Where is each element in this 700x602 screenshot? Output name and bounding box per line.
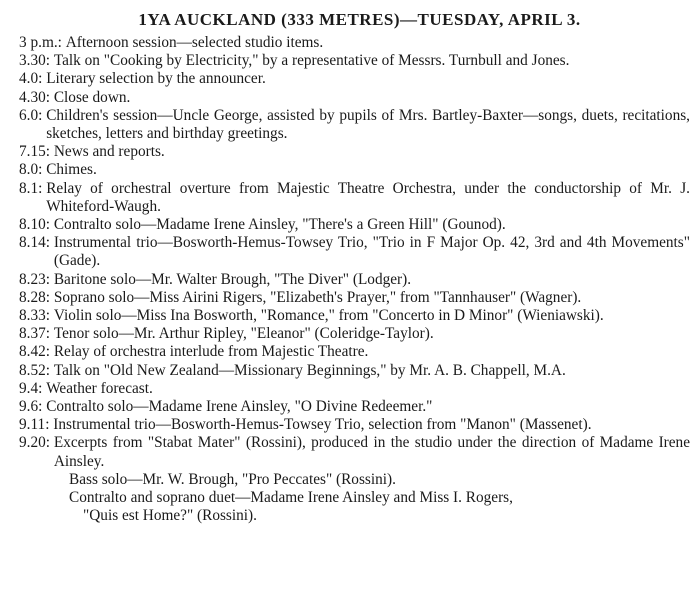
entry-text: Children's session—Uncle George, assisted by pupils of Mrs. Bartley-Baxter—songs, duets, recitations, sketches, letters and birthday greetings.	[46, 106, 690, 143]
entry-time: 8.0	[19, 161, 39, 179]
entry-text: Weather forecast.	[46, 379, 153, 397]
sub-item-continuation: "Quis est Home?" (Rossini).	[83, 507, 257, 525]
entry-text: Instrumental trio—Bosworth-Hemus-Towsey Trio, "Trio in F Major Op. 42, 3rd and 4th Movements" (Gade).	[53, 234, 690, 270]
entry-text: Relay of orchestra interlude from Majestic Theatre.	[53, 343, 369, 361]
programme-entry: 8.42 : Relay of orchestra interlude from Majestic Theatre.	[19, 343, 690, 361]
programme-entry: 9.11 : Instrumental trio—Bosworth-Hemus-Towsey Trio, selection from "Manon" (Massenet).	[19, 416, 690, 434]
entry-time: 8.33	[19, 307, 46, 325]
programme-entry: 8.33 : Violin solo—Miss Ina Bosworth, "Romance," from "Concerto in D Minor" (Wieniawski).	[19, 307, 690, 325]
programme-entry: 9.6 : Contralto solo—Madame Irene Ainsley, "O Divine Redeemer."	[19, 398, 690, 416]
entry-time: 3.30	[19, 52, 46, 70]
entry-time: 8.14	[19, 234, 46, 252]
sub-item	[19, 471, 690, 489]
entry-text: Talk on "Cooking by Electricity," by a representative of Messrs. Turnbull and Jones.	[53, 52, 570, 70]
programme-entry: 8.52 : Talk on "Old New Zealand—Missionary Beginnings," by Mr. A. B. Chappell, M.A.	[19, 362, 690, 380]
programme-entry: 9.4 : Weather forecast.	[19, 380, 690, 398]
programme-entry: 4.0 : Literary selection by the announcer.	[19, 70, 690, 88]
sub-item-line: Contralto and soprano duet—Madame Irene Ainsley and Miss I. Rogers,	[69, 489, 513, 507]
entry-text: Close down.	[53, 88, 131, 106]
entry-text: Contralto solo—Madame Irene Ainsley, "There's a Green Hill" (Gounod).	[53, 216, 506, 234]
entry-time: 8.42	[19, 343, 46, 361]
entry-time: 9.4	[19, 379, 39, 397]
entry-text: News and reports.	[53, 143, 165, 161]
programme-entry: 8.10 : Contralto solo—Madame Irene Ainsley, "There's a Green Hill" (Gounod).	[19, 216, 690, 234]
programme-entry: 9.20 : Excerpts from "Stabat Mater" (Rossini), produced in the studio under the direction of Madame Irene Ainsley.	[19, 434, 690, 470]
entry-time: 4.30	[19, 88, 46, 106]
entry-text: Chimes.	[46, 161, 97, 179]
entry-text: Tenor solo—Mr. Arthur Ripley, "Eleanor" (Coleridge-Taylor).	[53, 325, 434, 343]
programme-entry: 3.30 : Talk on "Cooking by Electricity," by a representative of Messrs. Turnbull and Jones.	[19, 52, 690, 70]
programme-entry: 8.28 : Soprano solo—Miss Airini Rigers, "Elizabeth's Prayer," from "Tannhauser" (Wagner).	[19, 289, 690, 307]
sub-item-line: Bass solo—Mr. W. Brough, "Pro Peccates" (Rossini).	[69, 470, 396, 488]
entry-text: Literary selection by the announcer.	[46, 70, 266, 88]
entry-text: Instrumental trio—Bosworth-Hemus-Towsey Trio, selection from "Manon" (Massenet).	[53, 416, 592, 434]
entry-time: 8.1	[19, 179, 39, 197]
station-heading: 1YA AUCKLAND (333 METRES)—TUESDAY, APRIL 3.	[138, 10, 581, 29]
entry-time: 3 p.m.	[19, 34, 58, 51]
entry-time: 7.15	[19, 143, 46, 161]
programme-entry: 8.23 : Baritone solo—Mr. Walter Brough, "The Diver" (Lodger).	[19, 271, 690, 289]
programme-entry: 7.15 : News and reports.	[19, 143, 690, 161]
entry-time: 9.6	[19, 398, 39, 416]
entry-text: Soprano solo—Miss Airini Rigers, "Elizabeth's Prayer," from "Tannhauser" (Wagner).	[53, 288, 582, 306]
entry-text: Contralto solo—Madame Irene Ainsley, "O Divine Redeemer."	[46, 398, 433, 416]
programme-entry: 8.37 : Tenor solo—Mr. Arthur Ripley, "Eleanor" (Coleridge-Taylor).	[19, 325, 690, 343]
sub-item	[19, 489, 690, 525]
entry-text: Relay of orchestral overture from Majestic Theatre Orchestra, under the conductorship of Mr. J. Whiteford-Waugh.	[46, 179, 690, 215]
programme-list	[19, 34, 690, 525]
entry-time: 9.11	[19, 416, 46, 434]
entry-time: 8.23	[19, 270, 46, 288]
entry-text: Excerpts from "Stabat Mater" (Rossini), produced in the studio under the direction of Madame Irene Ainsley.	[53, 434, 690, 470]
programme-entry: 4.30 : Close down.	[19, 89, 690, 107]
programme-entry: 6.0 : Children's session—Uncle George, assisted by pupils of Mrs. Bartley-Baxter—songs, duets, recitations, sketches, letters and birthday greetings.	[19, 106, 690, 143]
entry-time: 8.37	[19, 325, 46, 343]
entry-text: Violin solo—Miss Ina Bosworth, "Romance," from "Concerto in D Minor" (Wieniawski).	[53, 307, 604, 325]
entry-time: 8.52	[19, 361, 46, 379]
entry-time: 6.0	[19, 106, 39, 124]
programme-entry: 8.0 : Chimes.	[19, 161, 690, 179]
programme-entry: 3 p.m. : Afternoon session—selected studio items.	[19, 34, 690, 52]
programme-entry: 8.1 : Relay of orchestral overture from Majestic Theatre Orchestra, under the conductorship of Mr. J. Whiteford-Waugh.	[19, 179, 690, 215]
entry-text: Baritone solo—Mr. Walter Brough, "The Diver" (Lodger).	[53, 270, 412, 288]
entry-time: 9.20	[19, 434, 46, 452]
entry-time: 8.10	[19, 216, 46, 234]
entry-time: 4.0	[19, 70, 39, 88]
entry-text: Afternoon session—selected studio items.	[65, 34, 324, 51]
programme-entry: 8.14 : Instrumental trio—Bosworth-Hemus-Towsey Trio, "Trio in F Major Op. 42, 3rd and 4th Movements" (Gade).	[19, 234, 690, 270]
entry-time: 8.28	[19, 288, 46, 306]
entry-text: Talk on "Old New Zealand—Missionary Beginnings," by Mr. A. B. Chappell, M.A.	[53, 361, 566, 379]
